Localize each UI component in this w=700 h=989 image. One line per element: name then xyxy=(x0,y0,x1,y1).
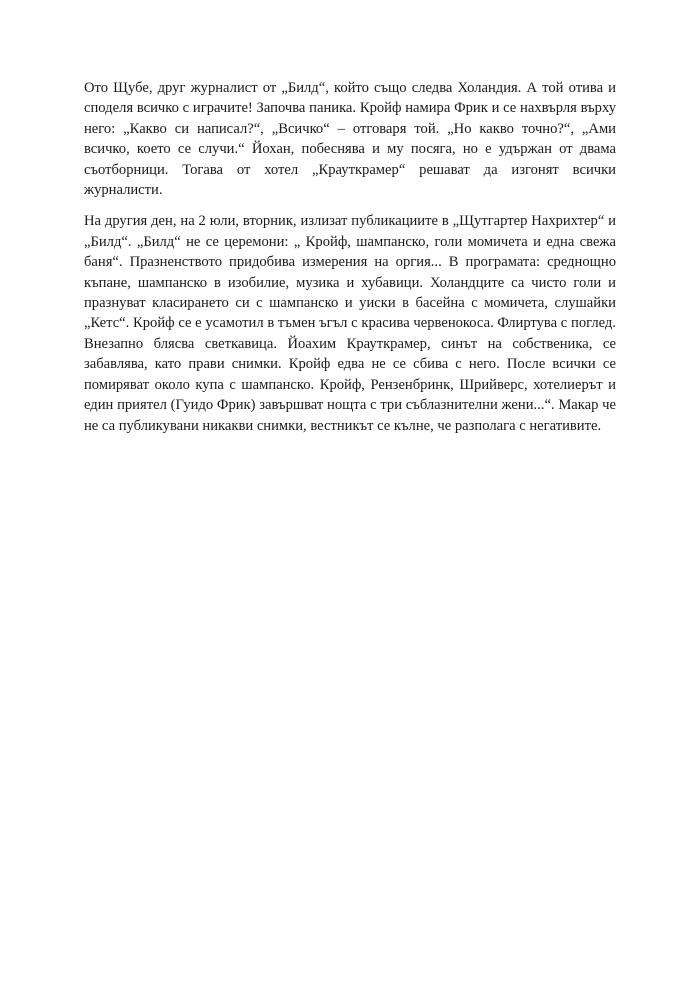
paragraph-2: На другия ден, на 2 юли, вторник, излизат публикациите в „Щутгартер Нахрихтер“ и „Билд“. „Билд“ не се церемони: „ Кройф, шампанско, голи момичета и една свежа баня“. Празненството придобива измерения на оргия... В програмата: среднощно къпане, шампанско в изобилие, музика и хубавици. Холандците са чисто голи и празнуват класирането си с шампанско и уиски в басейна с момичета, слушайки „Кетс“. Кройф се е усамотил в тъмен ъгъл с красива червенокоса. Флиртува с поглед. Внезапно блясва светкавица. Йоахим Крауткрамер, синът на собственика, се забавлява, като прави снимки. Кройф едва не се сбива с него. После всички се помиряват около купа с шампанско. Кройф, Рензенбринк, Шрийверс, хотелиерът и един приятел (Гуидо Фрик) завършват нощта с три съблазнителни жени...“. Макар че не са публикувани никакви снимки, вестникът се кълне, че разполага с негативите. xyxy=(84,213,616,434)
document-body xyxy=(84,78,616,447)
paragraph-1: Ото Щубе, друг журналист от „Билд“, който също следва Холандия. А той отива и споделя всичко с играчите! Започва паника. Кройф намира Фрик и се нахвърля върху него: „Какво си написал?“, „Всичко“ – отговаря той. „Но какво точно?“, „Ами всичко, което се случи.“ Йохан, побеснява и му посяга, но е удържан от двама съотборници. Тогава от хотел „Крауткрамер“ решават да изгонят всички журналисти. xyxy=(84,80,616,199)
